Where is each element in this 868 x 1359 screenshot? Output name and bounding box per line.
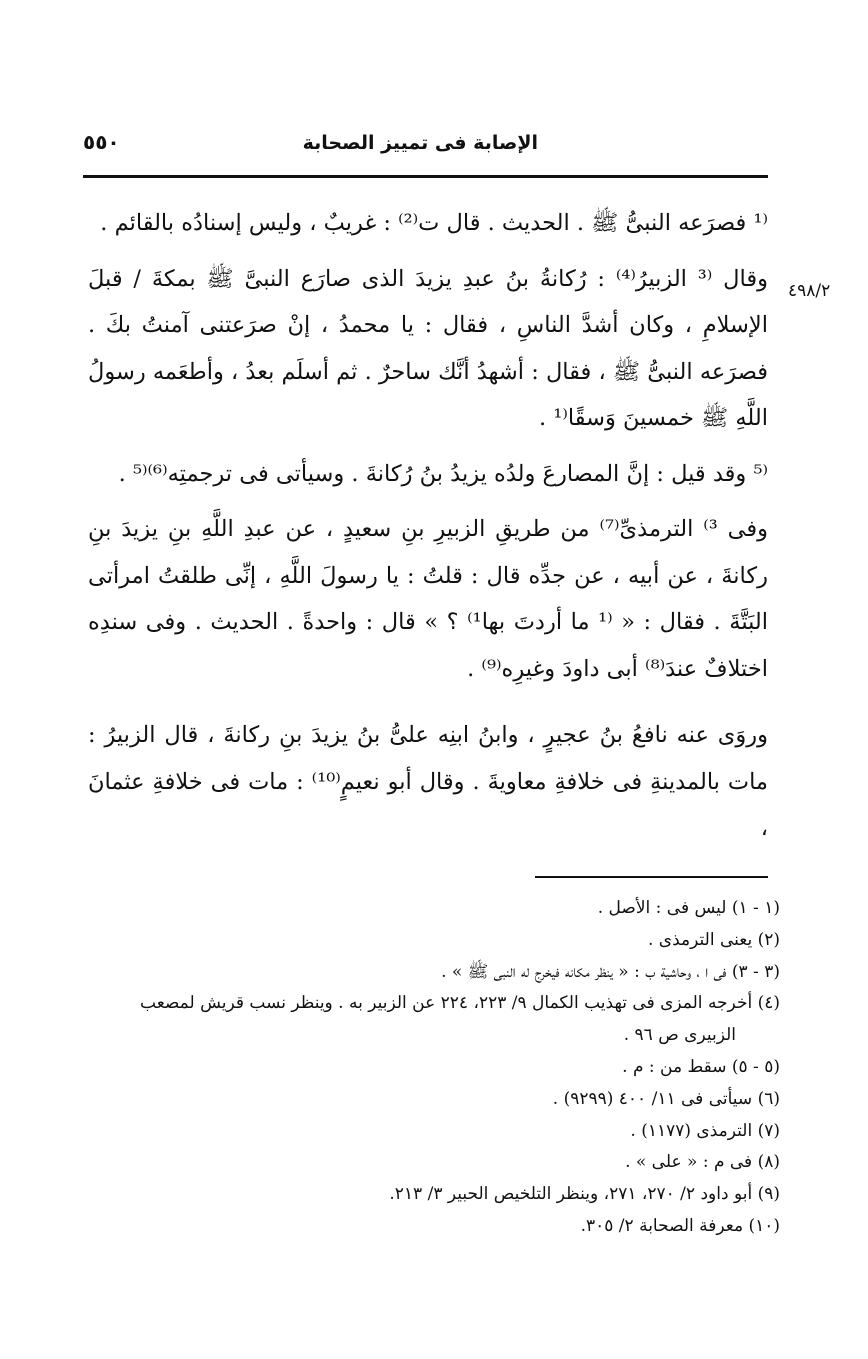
margin-reference: ٤٩٨/٢ xyxy=(788,281,831,301)
footnote-separator xyxy=(535,876,768,878)
footnote: (١٠) معرفة الصحابة ٢/ ٣٠٥. xyxy=(580,1215,780,1236)
paragraph: وروَى عنه نافعُ بنُ عجيرٍ ، وابنُ ابنِه علىُّ بنُ يزيدَ بنِ ركانةَ ، قال الزبيرُ : مات بالمدينةِ فى خلافةِ معاويةَ . وقال أبو نعيمٍ⁽¹⁰⁾ : مات فى خلافةِ عثمانَ ، xyxy=(88,722,768,841)
footnotes xyxy=(88,893,780,1243)
footnote: (٣ - ٣) فى ا ، وحاشية ب : « ينظر مكانه فيخرج له النبى ﷺ » . xyxy=(441,961,780,982)
header-rule xyxy=(83,175,768,178)
footnote-continuation: الزبيرى ص ٩٦ . xyxy=(623,1025,736,1046)
main-text xyxy=(88,200,768,852)
paragraph: وقال ⁽³ الزبيرُ⁽⁴⁾ : رُكانةُ بنُ عبدِ يزيدَ الذى صارَع النبىَّ ﷺ بمكةَ / قبلَ الإسلامِ ، وكان أشدَّ الناسِ ، فقال : يا محمدُ ، إنْ صرَعتنى آمنتُ بكَ . فصرَعه النبىُّ ﷺ ، فقال : أشهدُ أنَّك ساحرٌ . ثم أسلَم بعدُ ، وأطعَمه رسولُ اللَّهِ ﷺ خمسينَ وَسقًا⁽¹ . xyxy=(88,265,768,431)
footnote: (٢) يعنى الترمذى . xyxy=(647,929,780,950)
footnote: (٩) أبو داود ٢/ ٢٧٠، ٢٧١، وينظر التلخيص الحبير ٣/ ٢١٣. xyxy=(389,1184,780,1205)
footnote: (٨) فى م : « على » . xyxy=(625,1152,780,1173)
paragraph: ⁽⁵ وقد قيل : إنَّ المصارعَ ولدُه يزيدُ بنُ رُكانةَ . وسيأتى فى ترجمتِه⁽⁶⁾⁽⁵ . xyxy=(118,460,768,487)
footnote: (٤) أخرجه المزى فى تهذيب الكمال ٩/ ٢٢٣، ٢٢٤ عن الزبير به . وينظر نسب قريش لمصعب xyxy=(140,993,780,1014)
footnote: (٥ - ٥) سقط من : م . xyxy=(622,1056,780,1077)
footnote: (٧) الترمذى (١١٧٧) . xyxy=(630,1120,780,1141)
footnote: (٦) سيأتى فى ١١/ ٤٠٠ (٩٢٩٩) . xyxy=(552,1088,780,1109)
running-header xyxy=(83,128,768,168)
paragraph: وفى ³⁾ الترمذىِّ⁽⁷⁾ من طريقِ الزبيرِ بنِ سعيدٍ ، عن عبدِ اللَّهِ بنِ يزيدَ بنِ ركانةَ ، عن أبيه ، عن جدِّه قال : قلتُ : يا رسولَ اللَّهِ ، إنِّى طلقتُ امرأتى البَتَّةَ . فقال : « ⁽¹ ما أردتَ بها¹⁾ ؟ » قال : واحدةً . الحديث . وفى سندِه اختلافٌ عندَ⁽⁸⁾ أبى داودَ وغيرِه⁽⁹⁾ . xyxy=(88,516,769,682)
page-title: الإصابة فى تمييز الصحابة xyxy=(302,132,538,154)
footnote: (١ - ١) ليس فى : الأصل . xyxy=(597,898,780,918)
paragraph: ⁽¹ فصرَعه النبىُّ ﷺ . الحديث . قال ت⁽²⁾ : غريبٌ ، وليس إسنادُه بالقائم . xyxy=(100,210,768,236)
page-number: ٥٥٠ xyxy=(83,130,120,154)
